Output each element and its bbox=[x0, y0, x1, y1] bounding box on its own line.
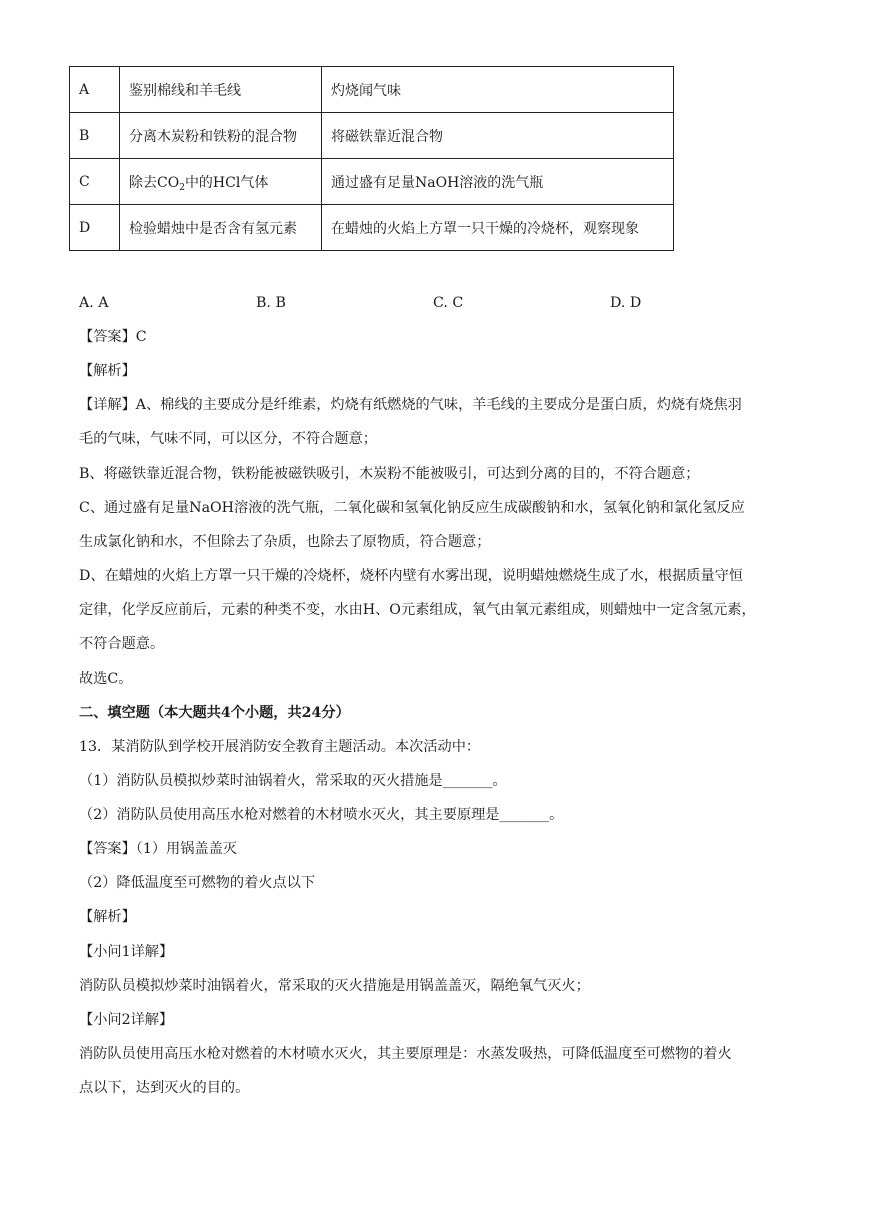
q13-sub1: （1）消防队员模拟炒菜时油锅着火，常采取的灭火措施是_______。 bbox=[79, 773, 507, 789]
q12-detail-line: C、通过盛有足量NaOH溶液的洗气瓶，二氧化碳和氢氧化钠反应生成碳酸钠和水，氢氧化钠和氯化氢反应 bbox=[79, 500, 745, 516]
row-purpose: 除去$CO_2$中的HCl气体 bbox=[120, 159, 322, 205]
row-purpose: 检验蜡烛中是否含有氢元素 bbox=[120, 205, 322, 251]
q12-conclusion: 故选C。 bbox=[79, 671, 133, 687]
q12-detail-line: 不符合题意。 bbox=[79, 636, 165, 652]
row-method: 灼烧闻气味 bbox=[322, 67, 674, 113]
choice-c: C. C bbox=[433, 295, 464, 311]
table-row bbox=[70, 205, 674, 251]
row-method: 在蜡烛的火焰上方罩一只干燥的冷烧杯，观察现象 bbox=[322, 205, 674, 251]
q12-detail-line: 毛的气味，气味不同，可以区分，不符合题意； bbox=[79, 431, 377, 447]
q13-part1-label: 【小问1详解】 bbox=[79, 944, 174, 960]
q12-detail-line: B、将磁铁靠近混合物，铁粉能被磁铁吸引，木炭粉不能被吸引，可达到分离的目的，不符合题意； bbox=[79, 466, 700, 482]
row-method: 通过盛有足量NaOH溶液的洗气瓶 bbox=[322, 159, 674, 205]
q13-part2-line: 消防队员使用高压水枪对燃着的木材喷水灭火，其主要原理是：水蒸发吸热，可降低温度至可燃物的着火 bbox=[79, 1046, 732, 1062]
table-row bbox=[70, 159, 674, 205]
q13-analysis-label: 【解析】 bbox=[79, 909, 136, 925]
row-letter: B bbox=[70, 113, 120, 159]
q12-detail-line: 定律，化学反应前后，元素的种类不变，水由H、O元素组成，氧气由氧元素组成，则蜡烛中一定含氢元素， bbox=[79, 602, 756, 618]
q13-part2-label: 【小问2详解】 bbox=[79, 1012, 174, 1028]
row-method: 将磁铁靠近混合物 bbox=[322, 113, 674, 159]
q12-answer: 【答案】C bbox=[79, 329, 147, 345]
q13-answer1: 【答案】（1）用锅盖盖灭 bbox=[79, 841, 237, 857]
q12-detail-line: D、在蜡烛的火焰上方罩一只干燥的冷烧杯，烧杯内壁有水雾出现，说明蜡烛燃烧生成了水，根据质量守恒 bbox=[79, 568, 744, 584]
options-table bbox=[69, 66, 674, 251]
q13-part2-line: 点以下，达到灭火的目的。 bbox=[79, 1080, 250, 1096]
choice-d: D. D bbox=[610, 295, 642, 311]
row-purpose: 鉴别棉线和羊毛线 bbox=[120, 67, 322, 113]
row-purpose: 分离木炭粉和铁粉的混合物 bbox=[120, 113, 322, 159]
q13-stem: 13．某消防队到学校开展消防安全教育主题活动。本次活动中： bbox=[79, 739, 481, 755]
table-row bbox=[70, 113, 674, 159]
q13-part1-text: 消防队员模拟炒菜时油锅着火，常采取的灭火措施是用锅盖盖灭，隔绝氧气灭火； bbox=[79, 978, 590, 994]
row-letter: A bbox=[70, 67, 120, 113]
choice-a: A. A bbox=[79, 295, 109, 311]
q13-answer2: （2）降低温度至可燃物的着火点以下 bbox=[79, 875, 316, 891]
q12-analysis-label: 【解析】 bbox=[79, 363, 136, 379]
q12-detail-line: 生成氯化钠和水，不但除去了杂质，也除去了原物质，符合题意； bbox=[79, 534, 491, 550]
q12-detail-line: 【详解】A、棉线的主要成分是纤维素，灼烧有纸燃烧的气味，羊毛线的主要成分是蛋白质，灼烧有烧焦羽 bbox=[79, 397, 742, 413]
row-letter: C bbox=[70, 159, 120, 205]
row-letter: D bbox=[70, 205, 120, 251]
section-title: 二、填空题（本大题共4个小题，共24分） bbox=[79, 705, 350, 721]
table-row bbox=[70, 67, 674, 113]
choice-b: B. B bbox=[256, 295, 286, 311]
q13-sub2: （2）消防队员使用高压水枪对燃着的木材喷水灭火，其主要原理是_______。 bbox=[79, 807, 564, 823]
